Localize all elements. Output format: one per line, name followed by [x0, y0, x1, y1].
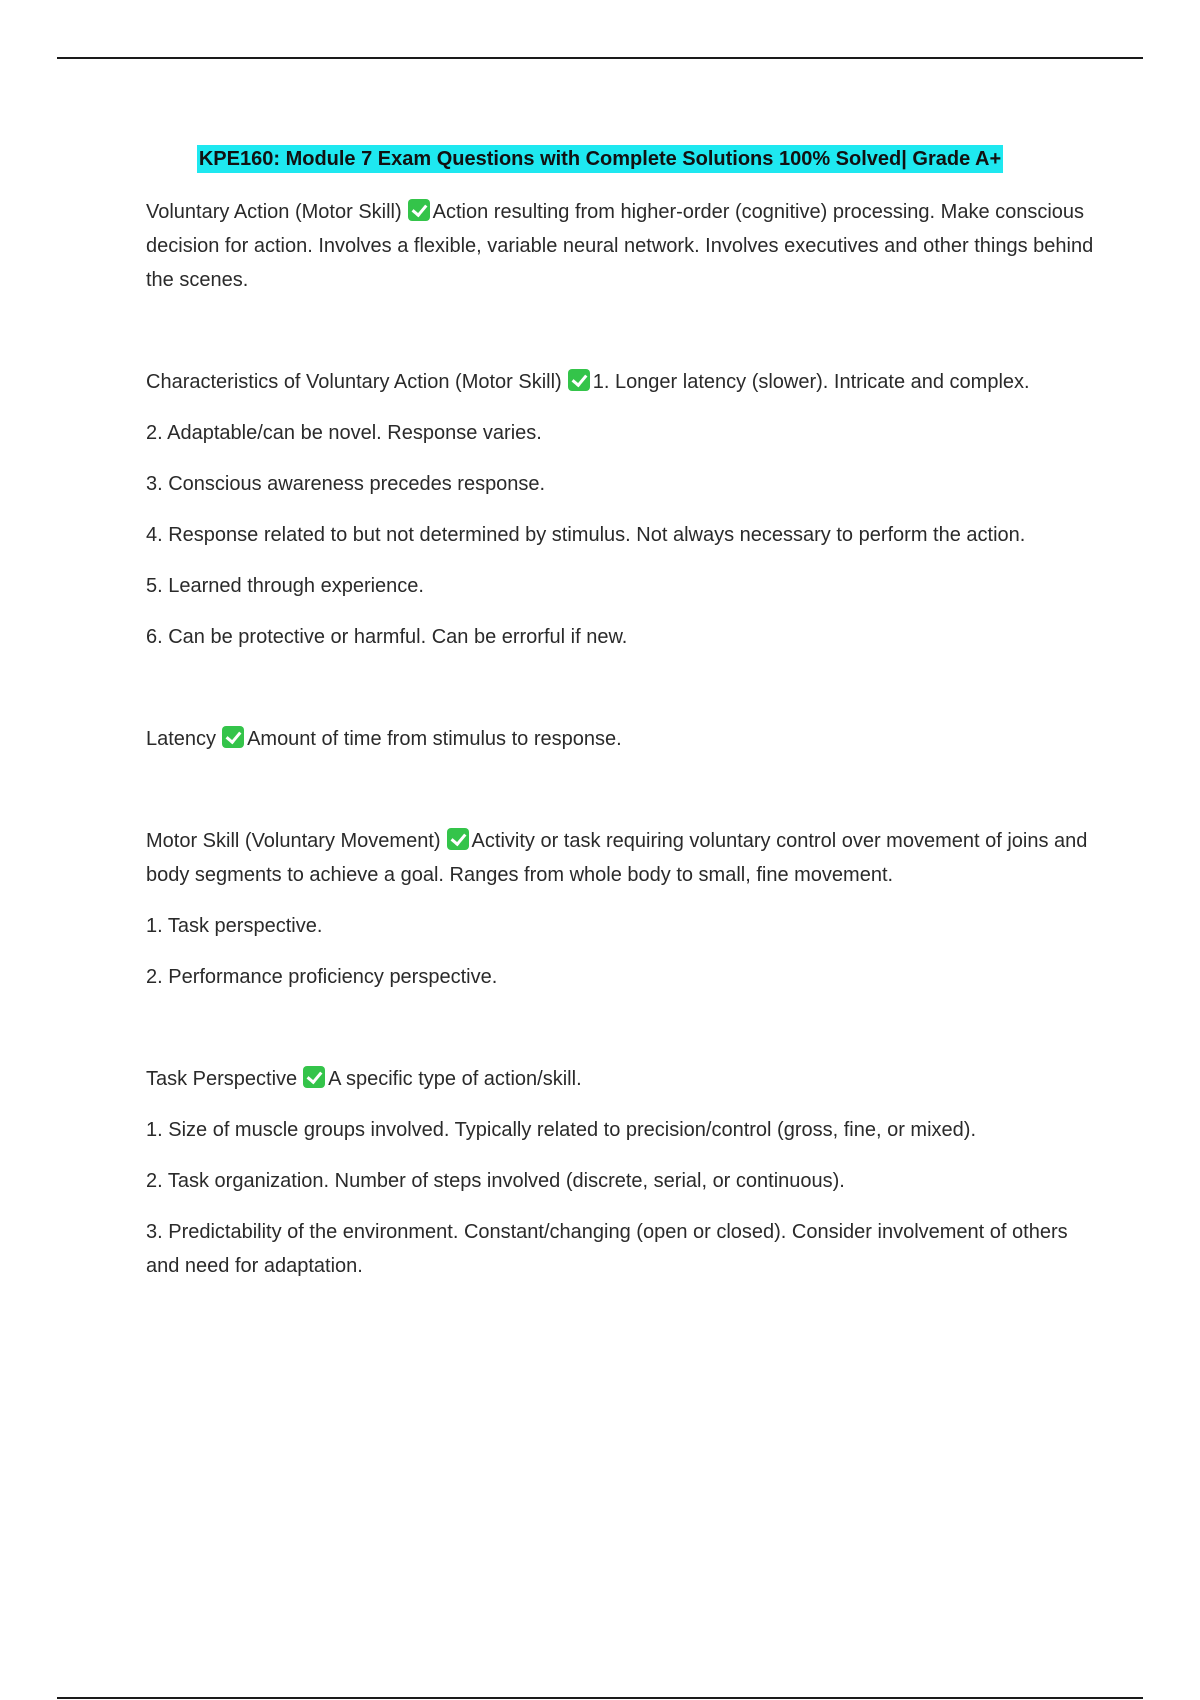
definition: A specific type of action/skill. — [328, 1068, 582, 1090]
list-item: 2. Adaptable/can be novel. Response varies. — [146, 422, 542, 444]
top-divider — [57, 57, 1143, 59]
check-mark-icon — [222, 726, 244, 748]
term: Task Perspective — [146, 1068, 298, 1090]
qa-entry-motor-skill — [146, 824, 1096, 994]
bottom-divider — [57, 1697, 1143, 1699]
definition: Action resulting from higher-order (cognitive) processing. Make conscious decision for action. Involves a flexible, variable neural network. Involves executives and other things behind the scenes. — [146, 201, 1094, 291]
term: Characteristics of Voluntary Action (Motor Skill) — [146, 371, 562, 393]
check-mark-icon — [568, 369, 590, 391]
definition: Amount of time from stimulus to response. — [247, 728, 622, 750]
qa-question-answer — [146, 722, 1096, 756]
list-item: 2. Performance proficiency perspective. — [146, 966, 498, 988]
list-item: 3. Conscious awareness precedes response. — [146, 473, 546, 495]
list-item: 2. Task organization. Number of steps involved (discrete, serial, or continuous). — [146, 1170, 845, 1192]
title-container — [0, 145, 1200, 173]
term: Motor Skill (Voluntary Movement) — [146, 830, 441, 852]
list-item: 5. Learned through experience. — [146, 575, 424, 597]
qa-entry-characteristics — [146, 365, 1096, 654]
list-item: 1. Size of muscle groups involved. Typically related to precision/control (gross, fine, or mixed). — [146, 1119, 976, 1141]
qa-question-answer — [146, 824, 1096, 892]
list-item: 1. Task perspective. — [146, 915, 323, 937]
check-mark-icon — [408, 199, 430, 221]
list-item: 6. Can be protective or harmful. Can be errorful if new. — [146, 626, 628, 648]
list-item: 4. Response related to but not determined by stimulus. Not always necessary to perform the action. — [146, 524, 1026, 546]
term: Voluntary Action (Motor Skill) — [146, 201, 402, 223]
qa-question-answer — [146, 1062, 1096, 1096]
qa-question-answer — [146, 195, 1096, 297]
list-item: 3. Predictability of the environment. Constant/changing (open or closed). Consider involvement of others and need for adaptation. — [146, 1221, 1068, 1277]
check-mark-icon — [303, 1066, 325, 1088]
term: Latency — [146, 728, 217, 750]
document-body — [146, 195, 1096, 1351]
qa-entry-voluntary-action — [146, 195, 1096, 297]
definition: 1. Longer latency (slower). Intricate and complex. — [592, 371, 1030, 393]
qa-entry-latency — [146, 722, 1096, 756]
qa-question-answer — [146, 365, 1096, 399]
check-mark-icon — [447, 828, 469, 850]
definition: Activity or task requiring voluntary control over movement of joins and body segments to achieve a goal. Ranges from whole body to small, fine movement. — [146, 830, 1088, 886]
qa-entry-task-perspective — [146, 1062, 1096, 1283]
document-title: KPE160: Module 7 Exam Questions with Complete Solutions 100% Solved| Grade A+ — [197, 145, 1003, 173]
